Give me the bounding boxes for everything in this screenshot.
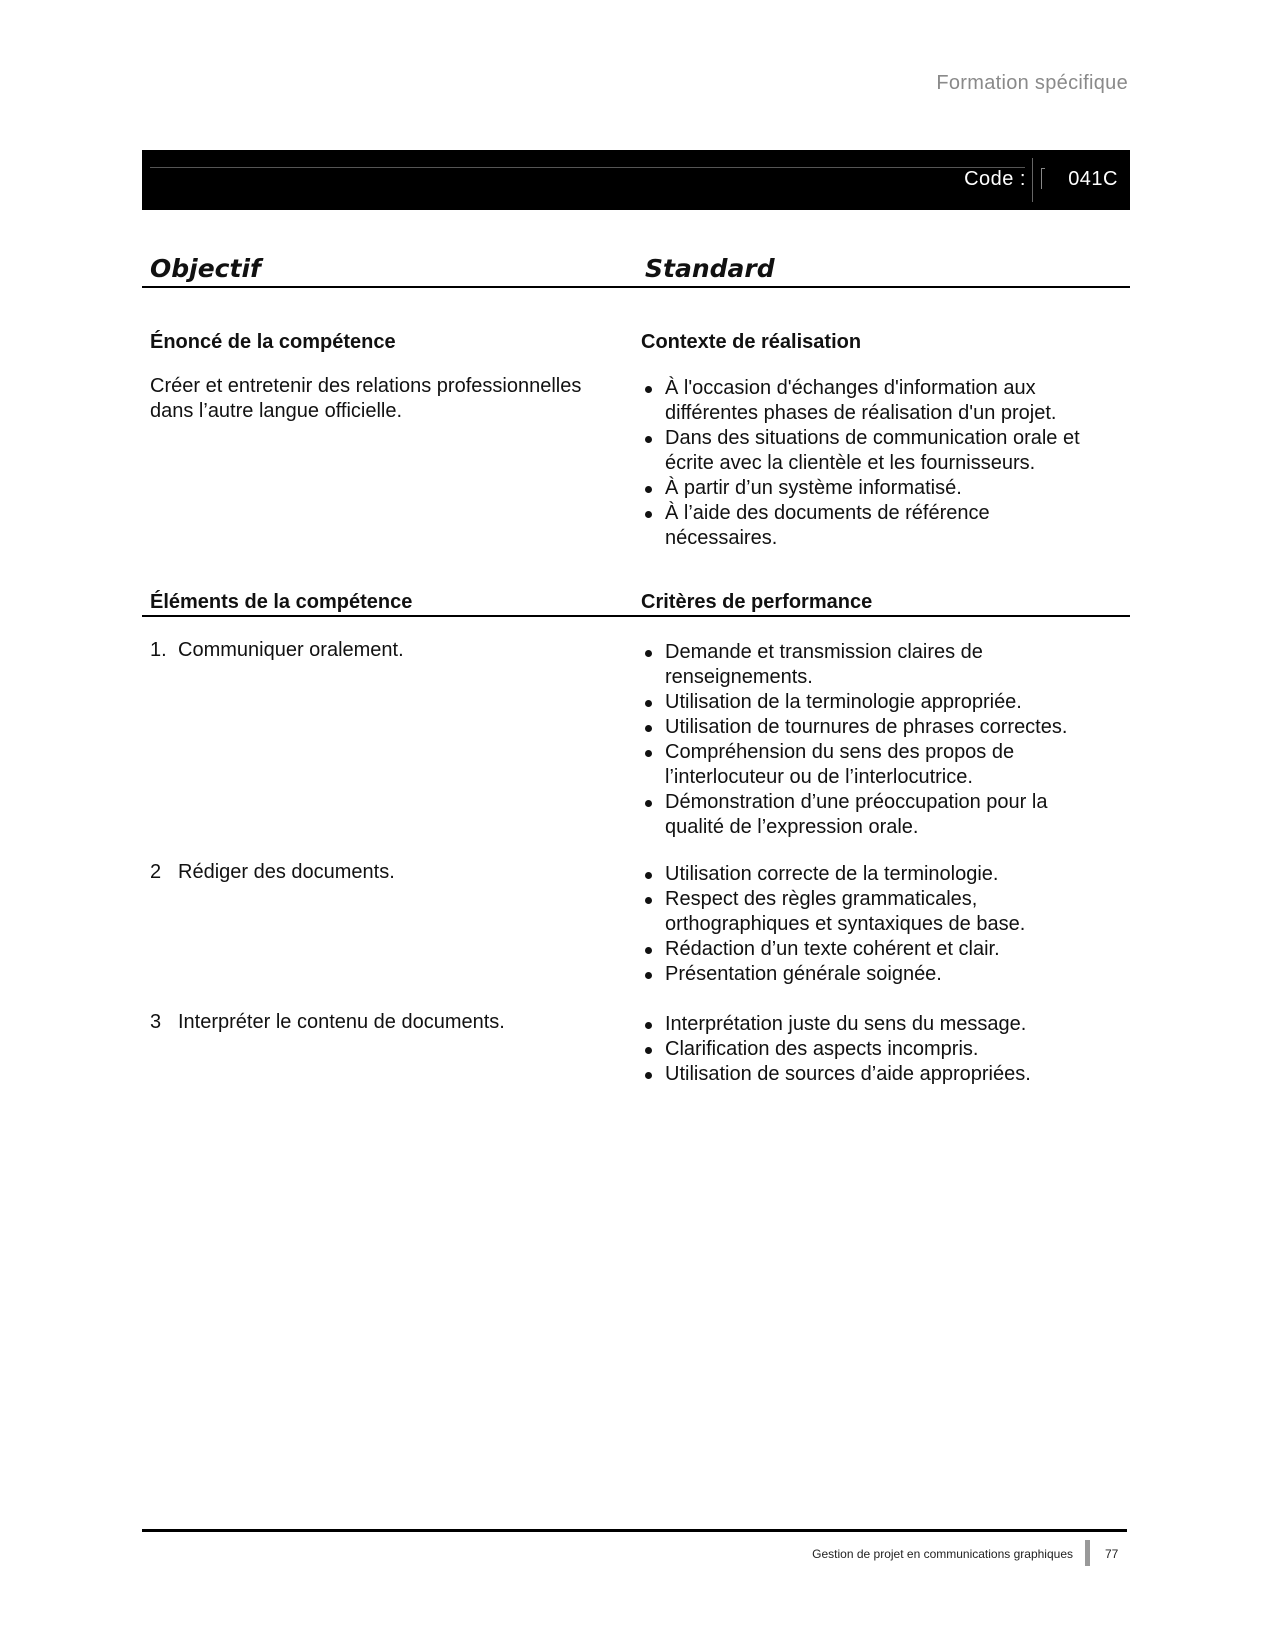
list-item: Dans des situations de communication orale et écrite avec la clientèle et les fournisseurs. (641, 426, 1101, 476)
criteres-list (641, 862, 1101, 987)
enonce-text-line: Créer et entretenir des relations professionnelles (150, 375, 582, 397)
element-number: 3 (150, 1011, 162, 1033)
enonce-heading: Énoncé de la compétence (150, 331, 396, 353)
list-item: Utilisation de sources d’aide appropriées. (641, 1062, 1101, 1087)
code-label: Code : (964, 168, 1026, 190)
code-value: 041C (1068, 168, 1118, 190)
element-label: Interpréter le contenu de documents. (178, 1011, 505, 1033)
code-bar (142, 150, 1130, 210)
list-item: Utilisation de la terminologie appropriée. (641, 690, 1101, 715)
header-title: Formation spécifique (936, 72, 1128, 94)
element-label: Communiquer oralement. (178, 639, 404, 661)
footer-marker (1085, 1540, 1090, 1566)
contexte-heading: Contexte de réalisation (641, 331, 862, 353)
list-item: Compréhension du sens des propos de l’interlocuteur ou de l’interlocutrice. (641, 740, 1101, 790)
criteres-heading: Critères de performance (641, 591, 873, 613)
code-bar-rule (150, 167, 1025, 168)
contexte-list (641, 376, 1101, 551)
list-item: Démonstration d’une préoccupation pour la qualité de l’expression orale. (641, 790, 1101, 840)
column-title-standard: Standard (645, 254, 775, 283)
code-bracket (1041, 168, 1045, 189)
criteres-list (641, 640, 1101, 840)
footer-rule (142, 1529, 1127, 1532)
list-item: Clarification des aspects incompris. (641, 1037, 1101, 1062)
elements-heading: Éléments de la compétence (150, 591, 413, 613)
element-item (150, 638, 404, 663)
footer-title: Gestion de projet en communications graphiques (812, 1547, 1073, 1561)
code-separator (1032, 158, 1033, 202)
element-number: 2 (150, 861, 162, 883)
criteres-list (641, 1012, 1101, 1087)
element-item (150, 1010, 505, 1035)
section-rule (142, 615, 1130, 617)
enonce-text (150, 374, 581, 424)
list-item: Demande et transmission claires de renseignements. (641, 640, 1101, 690)
list-item: Utilisation de tournures de phrases correctes. (641, 715, 1101, 740)
list-item: À l'occasion d'échanges d'information aux différentes phases de réalisation d'un projet. (641, 376, 1101, 426)
list-item: À partir d’un système informatisé. (641, 476, 1101, 501)
page-number: 77 (1105, 1547, 1119, 1561)
list-item: Rédaction d’un texte cohérent et clair. (641, 937, 1101, 962)
list-item: Utilisation correcte de la terminologie. (641, 862, 1101, 887)
column-header-rule (142, 286, 1130, 288)
list-item: À l’aide des documents de référence nécessaires. (641, 501, 1101, 551)
column-title-objectif: Objectif (150, 254, 261, 283)
element-number: 1. (150, 639, 167, 661)
enonce-text-line: dans l’autre langue officielle. (150, 400, 403, 422)
list-item: Interprétation juste du sens du message. (641, 1012, 1101, 1037)
element-item (150, 860, 395, 885)
element-label: Rédiger des documents. (178, 861, 395, 883)
list-item: Présentation générale soignée. (641, 962, 1101, 987)
list-item: Respect des règles grammaticales, orthographiques et syntaxiques de base. (641, 887, 1101, 937)
